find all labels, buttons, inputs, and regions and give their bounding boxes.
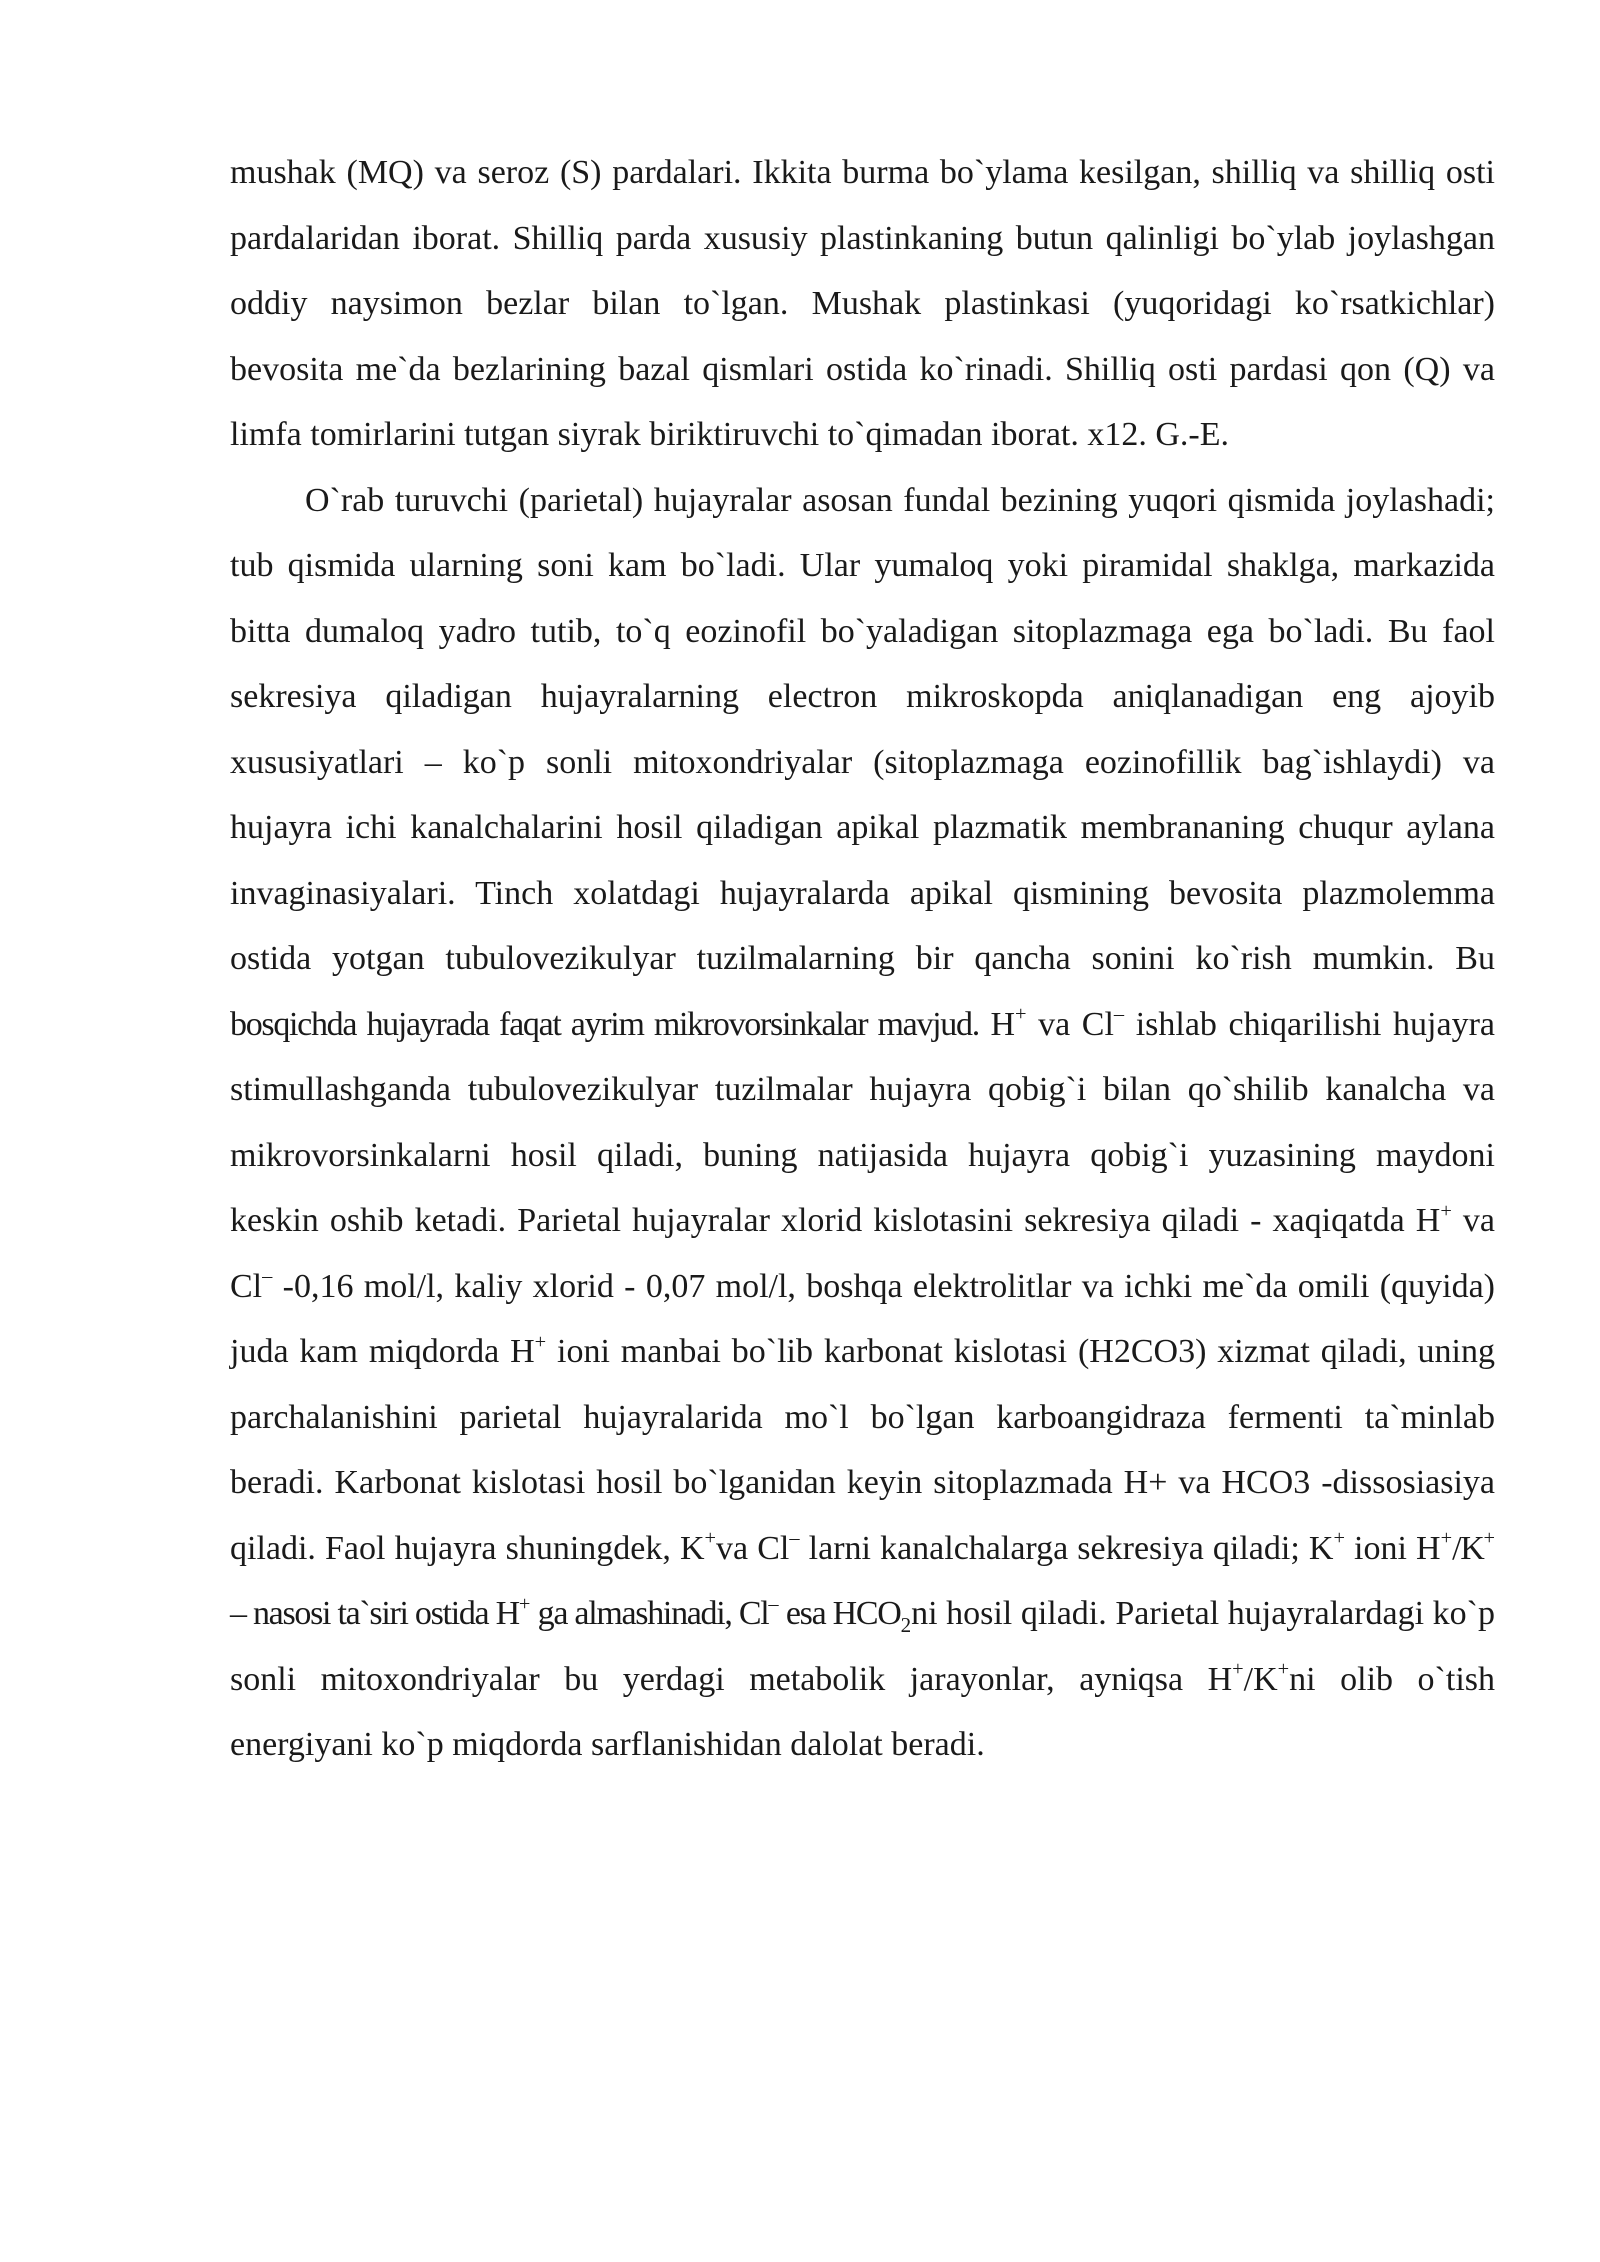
text-run: O`rab turuvchi (parietal) hujayralar asosan fundal bezining yuqori qismida joylashadi; tub qismida ularning soni kam bo`ladi. Ular yumaloq yoki piramidal shaklga, markazida bitta dumaloq yadro tutib, to`q eozinofil bo`yaladigan sitoplazmaga ega bo`ladi. Bu faol sekresiya qiladigan hujayralarning electron mikroskopda aniqlanadigan eng ajoyib xususiyatlari – ko`p sonli mitoxondriyalar (sitoplazmaga eozinofillik bag`ishlaydi) va hujayra ichi kanalchalarini hosil qiladigan apikal plazmatik membrananing chuqur aylana invaginasiyalari. Tinch xolatdagi hujayralarda apikal qismining bevosita plazmolemma ostida yotgan tubulovezikulyar tuzilmalarning bir qancha sonini ko`rish mumkin. Bu [230, 481, 1495, 977]
subscript-two: 2 [900, 1612, 912, 1637]
text-run: H [978, 1005, 1016, 1043]
text-run: va Cl [1026, 1005, 1114, 1043]
superscript-plus: + [1440, 1199, 1452, 1222]
superscript-plus: + [704, 1527, 717, 1550]
text-run-condensed: – nasosi ta`siri ostida H [230, 1595, 519, 1632]
paragraph-text: mushak (MQ) va seroz (S) pardalari. Ikkita burma bo`ylama kesilgan, shilliq va shilliq osti pardalaridan iborat. Shilliq parda xususiy plastinkaning butun qalinligi bo`ylab joylashgan oddiy naysimon bezlar bilan to`lgan. Mushak plastinkasi (yuqoridagi ko`rsatkichlar) bevosita me`da bezlarining bazal qismlari ostida ko`rinadi. Shilliq osti pardasi qon (Q) va limfa tomirlarini tutgan siyrak biriktiruvchi to`qimadan iborat. x12. G.-E. [230, 154, 1495, 453]
text-run-condensed: /K [1452, 1529, 1484, 1567]
superscript-minus: – [768, 1592, 779, 1615]
superscript-plus: + [1333, 1527, 1345, 1550]
text-run: va Cl [230, 1202, 1495, 1305]
text-run: ishlab chiqarilishi hujayra stimullashganda tubulovezikulyar tuzilmalar hujayra qobig`i bilan qo`shilib kanalcha va mikrovorsinkalarni hosil qiladi, buning natijasida hujayra qobig`i yuzasining maydoni keskin oshib ketadi. Parietal hujayralar xlorid kislotasini sekresiya qiladi - xaqiqatda H [230, 1005, 1495, 1239]
text-run: ioni H [1344, 1529, 1441, 1567]
paragraph-parietal-cells [230, 468, 1495, 1778]
superscript-minus: – [262, 1265, 273, 1288]
superscript-plus: + [1277, 1658, 1290, 1681]
text-run: ni hosil qiladi. Parietal hujayralardagi ko`p sonli mitoxondriyalar bu yerdagi metabolik jarayonlar, ayniqsa H [230, 1595, 1495, 1698]
text-run: ni olib o`tish energiyani ko`p miqdorda sarflanishidan dalolat beradi. [230, 1660, 1495, 1763]
paragraph-continuation [230, 140, 1495, 468]
superscript-plus: + [534, 1330, 547, 1353]
text-run: /K [1243, 1660, 1278, 1698]
text-run: -0,16 mol/l, kaliy xlorid - 0,07 mol/l, boshqa elektrolitlar va ichki me`da omili (quyida) juda kam miqdorda H [230, 1267, 1495, 1370]
superscript-plus: + [1483, 1527, 1495, 1550]
superscript-plus: + [1440, 1527, 1453, 1550]
superscript-plus: + [518, 1592, 531, 1615]
text-run-condensed: bosqichda hujayrada faqat ayrim mikrovorsinkalar mavjud. [230, 1005, 979, 1043]
text-run: va Cl [716, 1529, 790, 1567]
document-page [230, 140, 1495, 1778]
superscript-minus: – [789, 1527, 800, 1550]
text-run-condensed: ga almashinadi, Cl [530, 1595, 769, 1632]
text-run-condensed: esa HCO [778, 1595, 901, 1632]
superscript-plus: + [1015, 1003, 1027, 1026]
superscript-plus: + [1232, 1658, 1244, 1681]
text-run: ioni manbai bo`lib karbonat kislotasi (H2CO3) xizmat qiladi, uning parchalanishini parietal hujayralarida mo`l bo`lgan karboangidraza fermenti ta`minlab beradi. Karbonat kislotasi hosil bo`lganidan keyin sitoplazmada H+ va HCO3 -dissosiasiya qiladi. Faol hujayra shuningdek, K [230, 1333, 1495, 1567]
superscript-minus: – [1113, 1003, 1125, 1026]
text-run: larni kanalchalarga sekresiya qiladi; K [799, 1529, 1334, 1567]
